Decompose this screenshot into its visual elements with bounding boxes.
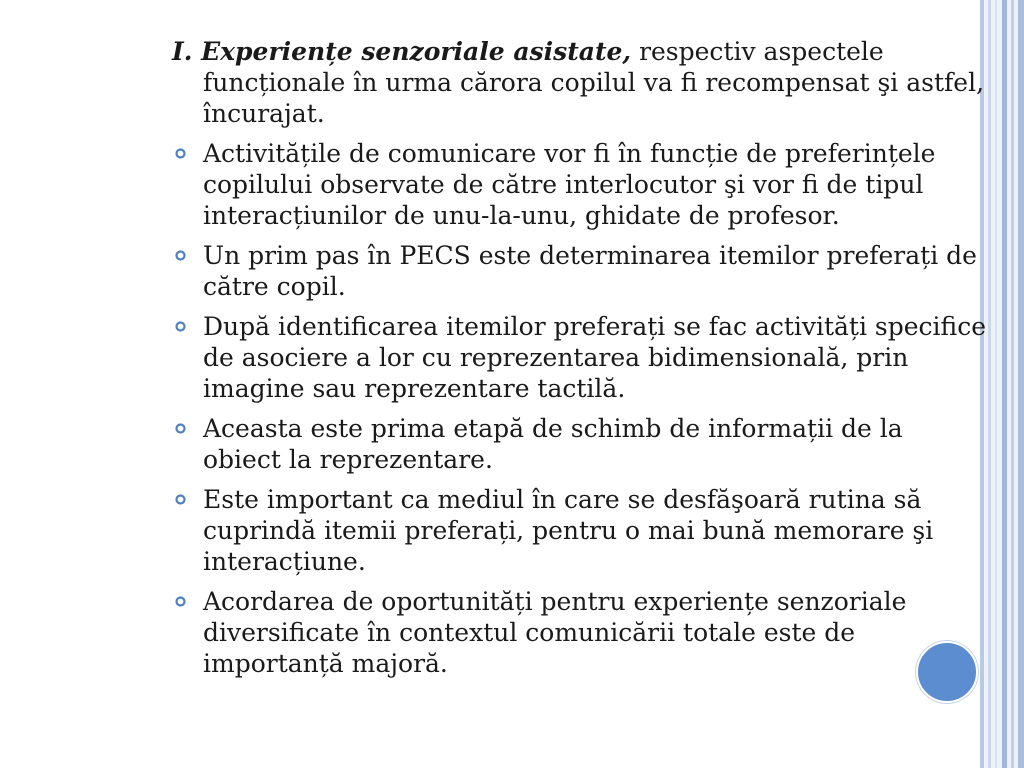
bullet-item-3: [172, 311, 987, 404]
intro-text: respectiv aspectele funcționale în urma cărora copilul va fi recompensat şi astfel, încurajat.: [203, 37, 985, 128]
slide-body: [172, 36, 987, 688]
bullet-circle-icon: [175, 596, 186, 607]
bullet-item-2: [172, 240, 987, 302]
intro-paragraph: [172, 36, 987, 129]
bullet-item-5: [172, 484, 987, 577]
bullet-item-6: [172, 586, 987, 679]
intro-heading: I. Experiențe senzoriale asistate,: [172, 37, 632, 66]
bullet-item-1: [172, 138, 987, 231]
bullet-item-4: [172, 413, 987, 475]
bullet-text: Aceasta este prima etapă de schimb de informații de la obiect la reprezentare.: [203, 414, 903, 474]
bullet-circle-icon: [175, 321, 186, 332]
bullet-circle-icon: [175, 148, 186, 159]
bullet-circle-icon: [175, 423, 186, 434]
bullet-text: Este important ca mediul în care se desfăşoară rutina să cuprindă itemii preferați, pentru o mai bună memorare şi interacțiune.: [203, 485, 934, 576]
bullet-circle-icon: [175, 494, 186, 505]
bullet-text: După identificarea itemilor preferați se fac activități specifice de asociere a lor cu reprezentarea bidimensională, prin imagine sau reprezentare tactilă.: [203, 312, 987, 403]
bullet-text: Acordarea de oportunități pentru experiențe senzoriale diversificate în contextul comunicării totale este de importanță majoră.: [203, 587, 907, 678]
bullet-text: Un prim pas în PECS este determinarea itemilor preferați de către copil.: [203, 241, 977, 301]
bullet-text: Activitățile de comunicare vor fi în funcție de preferințele copilului observate de către interlocutor şi vor fi de tipul interacțiunilor de unu-la-unu, ghidate de profesor.: [203, 139, 936, 230]
bullet-circle-icon: [175, 250, 186, 261]
